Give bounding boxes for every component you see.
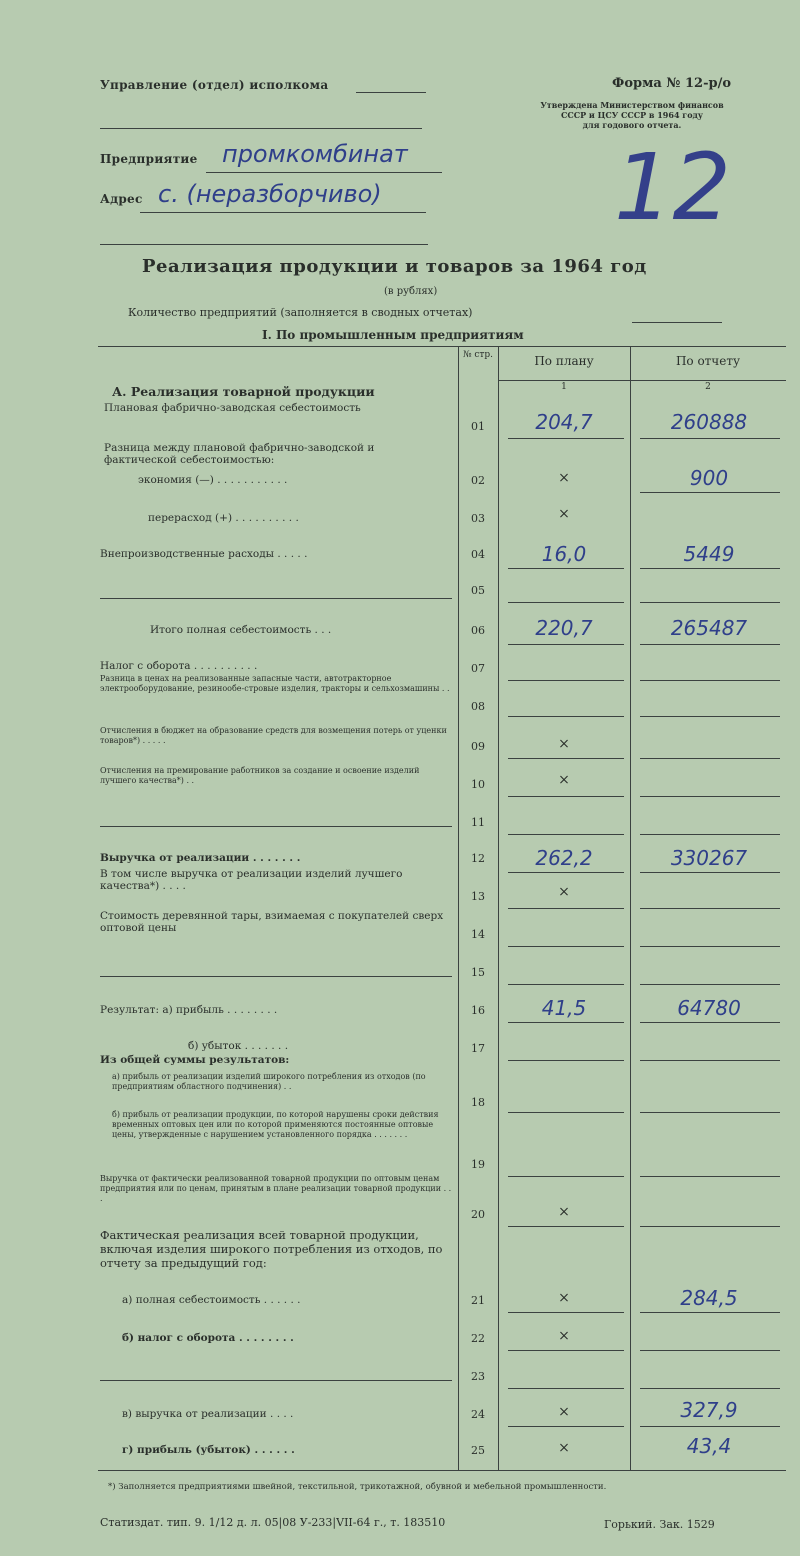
row-12-label: Выручка от реализации . . . . . . .	[100, 852, 301, 864]
row-24-plan-line	[508, 1426, 624, 1427]
upravlenie-field-line-2	[100, 128, 422, 129]
row-06-number: 06	[471, 624, 485, 637]
row-23-report-line	[640, 1388, 780, 1389]
row-05-number: 05	[471, 584, 485, 597]
row-23-plan-line	[508, 1388, 624, 1389]
row-07-report-line	[640, 680, 780, 681]
row-15-number: 15	[471, 966, 485, 979]
row-04-number: 04	[471, 548, 485, 561]
row-03-number: 03	[471, 512, 485, 525]
row-04-report: 5449	[683, 542, 735, 566]
row-04-report-line	[640, 568, 780, 569]
row-25-label: г) прибыль (убыток) . . . . . .	[122, 1444, 295, 1456]
row-13-plan: ×	[558, 884, 570, 900]
row-18-plan-line	[508, 1112, 624, 1113]
section-a-heading: А. Реализация товарной продукции	[112, 384, 375, 399]
row-13-label: В том числе выручка от реализации изделий лучшего качества*) . . . .	[100, 868, 403, 892]
row-19-plan-line	[508, 1176, 624, 1177]
row-16-plan: 41,5	[541, 996, 587, 1020]
upravlenie-field-line	[356, 92, 426, 93]
row-12-plan: 262,2	[535, 846, 593, 870]
row-20-report-line	[640, 1226, 780, 1227]
col-idx-report: 2	[705, 382, 711, 392]
row-03-plan: ×	[558, 506, 570, 522]
row-06-report-line	[640, 644, 780, 645]
row-07-label: Налог с оборота . . . . . . . . . .	[100, 660, 258, 672]
row-22-number: 22	[471, 1332, 485, 1345]
row-19-label: б) прибыль от реализации продукции, по которой нарушены сроки действия временных оптовых цен или по которой применяются постоянные оптовые цены, утвержденные с нарушением установленного порядка . . . . . . .	[112, 1110, 439, 1139]
row-22-label: б) налог с оборота . . . . . . . .	[122, 1332, 294, 1344]
table-top-rule	[98, 346, 786, 347]
table-col-rule-3	[630, 346, 631, 1470]
enterprise-field-line	[206, 172, 442, 173]
row-23-number: 23	[471, 1370, 485, 1383]
row-22-report-line	[640, 1350, 780, 1351]
section-heading: I. По промышленным предприятиям	[262, 328, 524, 342]
row-13-number: 13	[471, 890, 485, 903]
row-24-report: 327,9	[680, 1398, 738, 1422]
row-09-label: Отчисления в бюджет на образование средств для возмещения потерь от уценки товаров*) . . . . .	[100, 726, 447, 745]
row-04-label: Внепроизводственные расходы . . . . .	[100, 548, 308, 560]
row-22-plan: ×	[558, 1328, 570, 1344]
row-04-plan-line	[508, 568, 624, 569]
address-field-line-2	[100, 244, 428, 245]
approval-note: Утверждена Министерством финансов СССР и ЦСУ СССР в 1964 году для годового отчета.	[540, 100, 724, 130]
row-17-plan-line	[508, 1060, 624, 1061]
col-head-report: По отчету	[675, 354, 741, 368]
row-02-report: 900	[689, 466, 729, 490]
row-12-number: 12	[471, 852, 485, 865]
row-01-plan-line	[508, 438, 624, 439]
row-11-blank-line	[100, 826, 452, 827]
row-24-plan: ×	[558, 1404, 570, 1420]
row-02-plan: ×	[558, 470, 570, 486]
row-12-report: 330267	[670, 846, 748, 870]
enterprise-count-label: Количество предприятий (заполняется в сводных отчетах)	[128, 306, 473, 319]
row-16-label: Результат: а) прибыль . . . . . . . .	[100, 1004, 278, 1016]
row-12-report-line	[640, 872, 780, 873]
row-17-number: 17	[471, 1042, 485, 1055]
units-label: (в рублях)	[384, 286, 438, 297]
row-10-label: Отчисления на премирование работников за создание и освоение изделий лучшего качества*) . .	[100, 766, 420, 785]
row-05-report-line	[640, 602, 780, 603]
row-20-plan: ×	[558, 1204, 570, 1220]
row-17-report-line	[640, 1060, 780, 1061]
footnote: *) Заполняется предприятиями швейной, текстильной, трикотажной, обувной и мебельной промышленности.	[108, 1482, 607, 1492]
row-15-blank-line	[100, 976, 452, 977]
row-21-number: 21	[471, 1294, 485, 1307]
row-05-plan-line	[508, 602, 624, 603]
row-21-report-line	[640, 1312, 780, 1313]
enterprise-value: промкомбинат	[222, 140, 408, 168]
row-06-plan: 220,7	[535, 616, 593, 640]
col-head-row-no: № стр.	[462, 350, 494, 360]
col-head-plan: По плану	[534, 354, 594, 368]
row-01-report: 260888	[670, 410, 748, 434]
row-01-number: 01	[471, 420, 485, 433]
row-09-plan-line	[508, 758, 624, 759]
row-01-report-line	[640, 438, 780, 439]
row-05-blank-line	[100, 598, 452, 599]
table-header-rule	[498, 380, 786, 381]
row-16-report: 64780	[677, 996, 741, 1020]
row-25-plan: ×	[558, 1440, 570, 1456]
enterprise-count-line	[632, 322, 722, 323]
row-21-plan-line	[508, 1312, 624, 1313]
print-imprint: Статиздат. тип. 9. 1/12 д. л. 05|08 У-233|VII-64 г., т. 183510	[100, 1516, 446, 1529]
row-16-report-line	[640, 1022, 780, 1023]
row-25-number: 25	[471, 1444, 485, 1457]
enterprise-label: Предприятие	[100, 152, 198, 166]
row-14-number: 14	[471, 928, 485, 941]
row-21-report: 284,5	[680, 1286, 738, 1310]
row-03-label: перерасход (+) . . . . . . . . . .	[148, 512, 299, 524]
row-22-plan-line	[508, 1350, 624, 1351]
row-02-number: 02	[471, 474, 485, 487]
row-18-label: а) прибыль от реализации изделий широкого потребления из отходов (по предприятиям областного подчинения) . .	[112, 1072, 426, 1091]
row-25-report: 43,4	[686, 1434, 732, 1458]
row-17-label: б) убыток . . . . . . .	[188, 1040, 289, 1052]
col-idx-plan: 1	[561, 382, 567, 392]
row-20-label: Выручка от фактически реализованной товарной продукции по оптовым ценам предприятия или по ценам, принятым в плане реализации товарной продукции . . .	[100, 1174, 452, 1203]
printer-imprint: Горький. Зак. 1529	[604, 1518, 715, 1531]
row-06-label: Итого полная себестоимость . . .	[150, 624, 332, 636]
address-field-line	[140, 212, 426, 213]
row-13-plan-line	[508, 908, 624, 909]
row-11-number: 11	[471, 816, 485, 829]
row-14-label: Стоимость деревянной тары, взимаемая с покупателей сверх оптовой цены	[100, 910, 444, 934]
row-10-number: 10	[471, 778, 485, 791]
row-11-plan-line	[508, 834, 624, 835]
address-value: с. (неразборчиво)	[158, 180, 382, 208]
row-23-blank-line	[100, 1380, 452, 1381]
row-10-report-line	[640, 796, 780, 797]
row-24-report-line	[640, 1426, 780, 1427]
row-21-plan: ×	[558, 1290, 570, 1306]
row-11-report-line	[640, 834, 780, 835]
row-diff-label: Разница между плановой фабрично-заводской и фактической себестоимостью:	[104, 442, 375, 466]
row-15-plan-line	[508, 984, 624, 985]
table-col-rule-2	[498, 346, 499, 1470]
form-number: Форма № 12-р/о	[612, 76, 731, 91]
report-title: Реализация продукции и товаров за 1964 год	[142, 256, 647, 277]
row-20-number: 20	[471, 1208, 485, 1221]
row-20-plan-line	[508, 1226, 624, 1227]
row-10-plan-line	[508, 796, 624, 797]
row-21-label: а) полная себестоимость . . . . . .	[122, 1294, 301, 1306]
row-14-plan-line	[508, 946, 624, 947]
row-19-number: 19	[471, 1158, 485, 1171]
row-24-number: 24	[471, 1408, 485, 1421]
row-01-plan: 204,7	[535, 410, 593, 434]
row-01-label: Плановая фабрично-заводская себестоимость	[104, 402, 361, 414]
row-fact-label: Фактическая реализация всей товарной продукции, включая изделия широкого потребления из отходов, по отчету за предыдущий год:	[100, 1228, 443, 1270]
row-08-report-line	[640, 716, 780, 717]
row-06-report: 265487	[670, 616, 748, 640]
row-15-report-line	[640, 984, 780, 985]
row-18-report-line	[640, 1112, 780, 1113]
row-08-label: Разница в ценах на реализованные запасные части, автотракторное электрооборудование, резинообе-стровые изделия, тракторы и сельхозмашины . .	[100, 674, 450, 693]
row-19-report-line	[640, 1176, 780, 1177]
row-08-plan-line	[508, 716, 624, 717]
row-16-plan-line	[508, 1022, 624, 1023]
row-02-report-line	[640, 492, 780, 493]
address-label: Адрес	[100, 192, 143, 206]
row-09-report-line	[640, 758, 780, 759]
row-02-label: экономия (—) . . . . . . . . . . .	[138, 474, 288, 486]
row-12-plan-line	[508, 872, 624, 873]
row-09-number: 09	[471, 740, 485, 753]
row-07-plan-line	[508, 680, 624, 681]
row-07-number: 07	[471, 662, 485, 675]
table-bottom-rule	[98, 1470, 786, 1471]
row-04-plan: 16,0	[541, 542, 587, 566]
row-18-number: 18	[471, 1096, 485, 1109]
row-16-number: 16	[471, 1004, 485, 1017]
row-09-plan: ×	[558, 736, 570, 752]
row-total-label: Из общей суммы результатов:	[100, 1054, 290, 1066]
row-13-report-line	[640, 908, 780, 909]
upravlenie-label: Управление (отдел) исполкома	[100, 78, 329, 92]
row-06-plan-line	[508, 644, 624, 645]
handwritten-margin-note: 12	[614, 134, 732, 241]
row-24-label: в) выручка от реализации . . . .	[122, 1408, 294, 1420]
row-08-number: 08	[471, 700, 485, 713]
row-14-report-line	[640, 946, 780, 947]
row-10-plan: ×	[558, 772, 570, 788]
